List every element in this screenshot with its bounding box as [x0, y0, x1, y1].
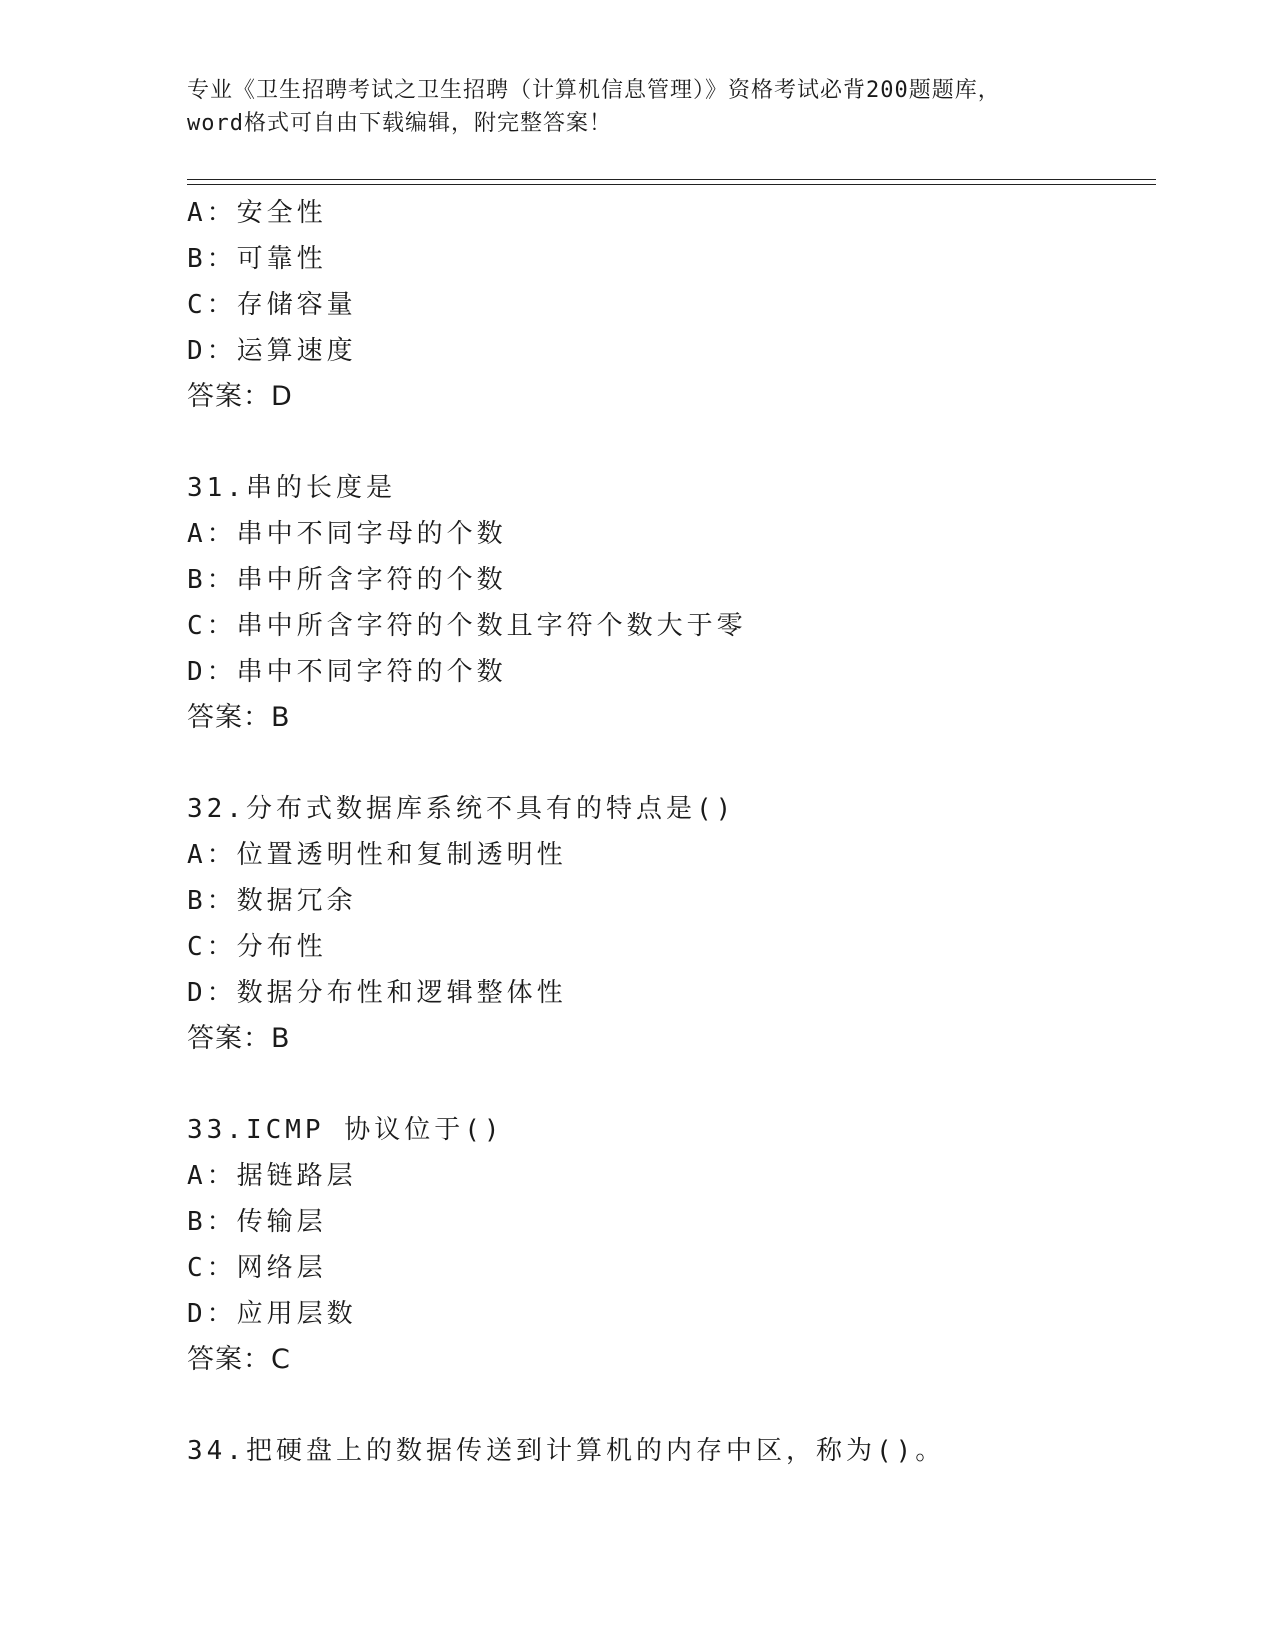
question-block-34: [187, 1428, 1187, 1474]
answer-line: 答案：B: [187, 1023, 291, 1054]
option-d: D：串中不同字符的个数: [187, 657, 507, 687]
question-text: 31.串的长度是: [187, 473, 396, 503]
option-a: A：安全性: [187, 198, 327, 228]
spacer: [187, 420, 1187, 465]
option-c: C：分布性: [187, 932, 327, 962]
answer-line: 答案：C: [187, 1344, 291, 1375]
header-divider-top: [187, 179, 1156, 180]
option-b: B：传输层: [187, 1207, 327, 1237]
option-a: A：位置透明性和复制透明性: [187, 840, 567, 870]
option-b: B：可靠性: [187, 244, 327, 274]
option-b: B：串中所含字符的个数: [187, 565, 507, 595]
answer-line: 答案：B: [187, 702, 291, 733]
header-divider-bottom: [187, 184, 1156, 185]
option-c: C：存储容量: [187, 290, 357, 320]
question-text: 34.把硬盘上的数据传送到计算机的内存中区，称为()。: [187, 1436, 946, 1466]
header-line-2: word格式可自由下载编辑，附完整答案！: [187, 111, 612, 136]
document-header: [187, 74, 1087, 140]
question-block-33: [187, 1107, 1187, 1383]
question-block-31: [187, 465, 1187, 741]
option-d: D：应用层数: [187, 1299, 357, 1329]
header-line-1: 专业《卫生招聘考试之卫生招聘（计算机信息管理）》资格考试必背200题题库，: [187, 78, 1001, 103]
option-c: C：网络层: [187, 1253, 327, 1283]
question-list: [187, 190, 1187, 1474]
answer-line: 答案：D: [187, 381, 293, 412]
option-d: D：运算速度: [187, 336, 357, 366]
spacer: [187, 1062, 1187, 1107]
question-text: 33.ICMP 协议位于(): [187, 1115, 504, 1145]
question-block-30: [187, 190, 1187, 420]
option-c: C：串中所含字符的个数且字符个数大于零: [187, 611, 747, 641]
option-b: B：数据冗余: [187, 886, 357, 916]
spacer: [187, 741, 1187, 786]
option-d: D：数据分布性和逻辑整体性: [187, 978, 567, 1008]
spacer: [187, 1383, 1187, 1428]
option-a: A：串中不同字母的个数: [187, 519, 507, 549]
option-a: A：据链路层: [187, 1161, 357, 1191]
question-text: 32.分布式数据库系统不具有的特点是(): [187, 794, 736, 824]
question-block-32: [187, 786, 1187, 1062]
